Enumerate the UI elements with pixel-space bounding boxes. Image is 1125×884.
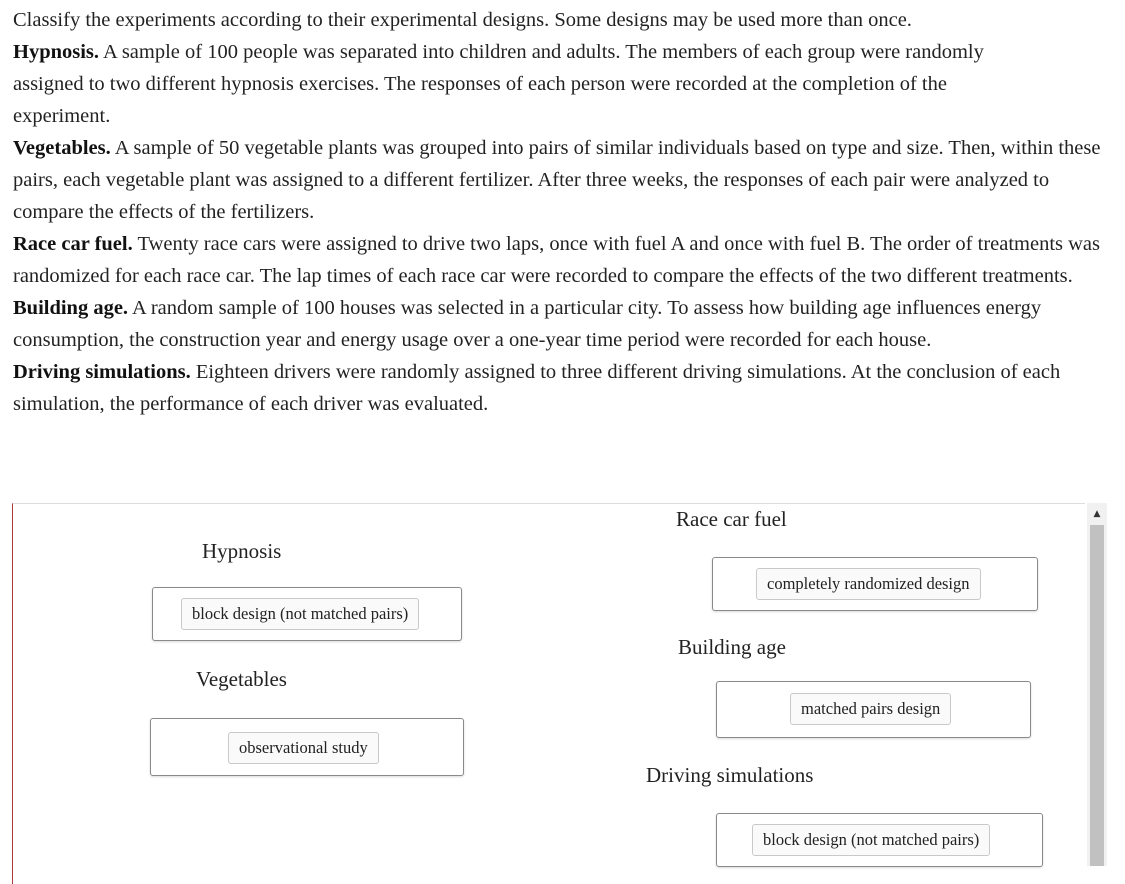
experiment-race-car-fuel — [13, 228, 1113, 292]
experiment-name: Race car fuel. — [13, 233, 133, 255]
experiment-description: A sample of 50 vegetable plants was grouped into pairs of similar individuals based on type and size. Then, within these pairs, each vegetable plant was assigned to a different fertilizer. After three weeks, the responses of each pair were analyzed to compare the effects of the fertilizers. — [13, 137, 1101, 223]
experiment-vegetables — [13, 132, 1113, 228]
answer-chip[interactable]: observational study — [228, 732, 379, 764]
experiment-description: A random sample of 100 houses was selected in a particular city. To assess how building age influences energy consumption, the construction year and energy usage over a one-year time period were recorded for each house. — [13, 297, 1042, 351]
experiment-building-age — [13, 292, 1113, 356]
triangle-up-icon[interactable]: ▲ — [1093, 509, 1101, 519]
experiment-name: Hypnosis. — [13, 41, 100, 63]
experiment-description: Eighteen drivers were randomly assigned to three different driving simulations. At the conclusion of each simulation, the performance of each driver was evaluated. — [13, 361, 1061, 415]
target-label-hypnosis: Hypnosis — [202, 539, 282, 563]
experiment-name: Vegetables. — [13, 137, 111, 159]
answer-chip[interactable]: block design (not matched pairs) — [752, 824, 990, 856]
experiment-driving-simulations — [13, 356, 1113, 420]
vertical-scrollbar[interactable] — [1087, 503, 1107, 866]
drop-zone-race-car-fuel[interactable] — [712, 557, 1038, 611]
experiment-description: A sample of 100 people was separated into children and adults. The members of each group were randomly assigned to two different hypnosis exercises. The responses of each person were recorded at the completion of the experiment. — [13, 41, 984, 127]
answer-chip[interactable]: matched pairs design — [790, 693, 951, 725]
experiment-name: Driving simulations. — [13, 361, 191, 383]
target-label-vegetables: Vegetables — [196, 667, 287, 691]
experiment-description: Twenty race cars were assigned to drive two laps, once with fuel A and once with fuel B. The order of treatments was randomized for each race car. The lap times of each race car were recorded to compare the effects of the two different treatments. — [13, 233, 1101, 287]
drop-zone-vegetables[interactable] — [150, 718, 464, 776]
answer-chip[interactable]: completely randomized design — [756, 568, 981, 600]
experiment-hypnosis — [13, 36, 1013, 132]
target-label-race-car-fuel: Race car fuel — [676, 507, 787, 531]
target-label-building-age: Building age — [678, 635, 786, 659]
drop-zone-building-age[interactable] — [716, 681, 1031, 738]
target-label-driving-simulations: Driving simulations — [646, 763, 814, 787]
drop-zone-hypnosis[interactable] — [152, 587, 462, 641]
answer-chip[interactable]: block design (not matched pairs) — [181, 598, 419, 630]
experiment-name: Building age. — [13, 297, 129, 319]
instructions: Classify the experiments according to their experimental designs. Some designs may be used more than once. — [13, 9, 912, 31]
scrollbar-thumb[interactable] — [1090, 525, 1104, 866]
drop-zone-driving-simulations[interactable] — [716, 813, 1043, 867]
question-text — [13, 4, 1113, 420]
